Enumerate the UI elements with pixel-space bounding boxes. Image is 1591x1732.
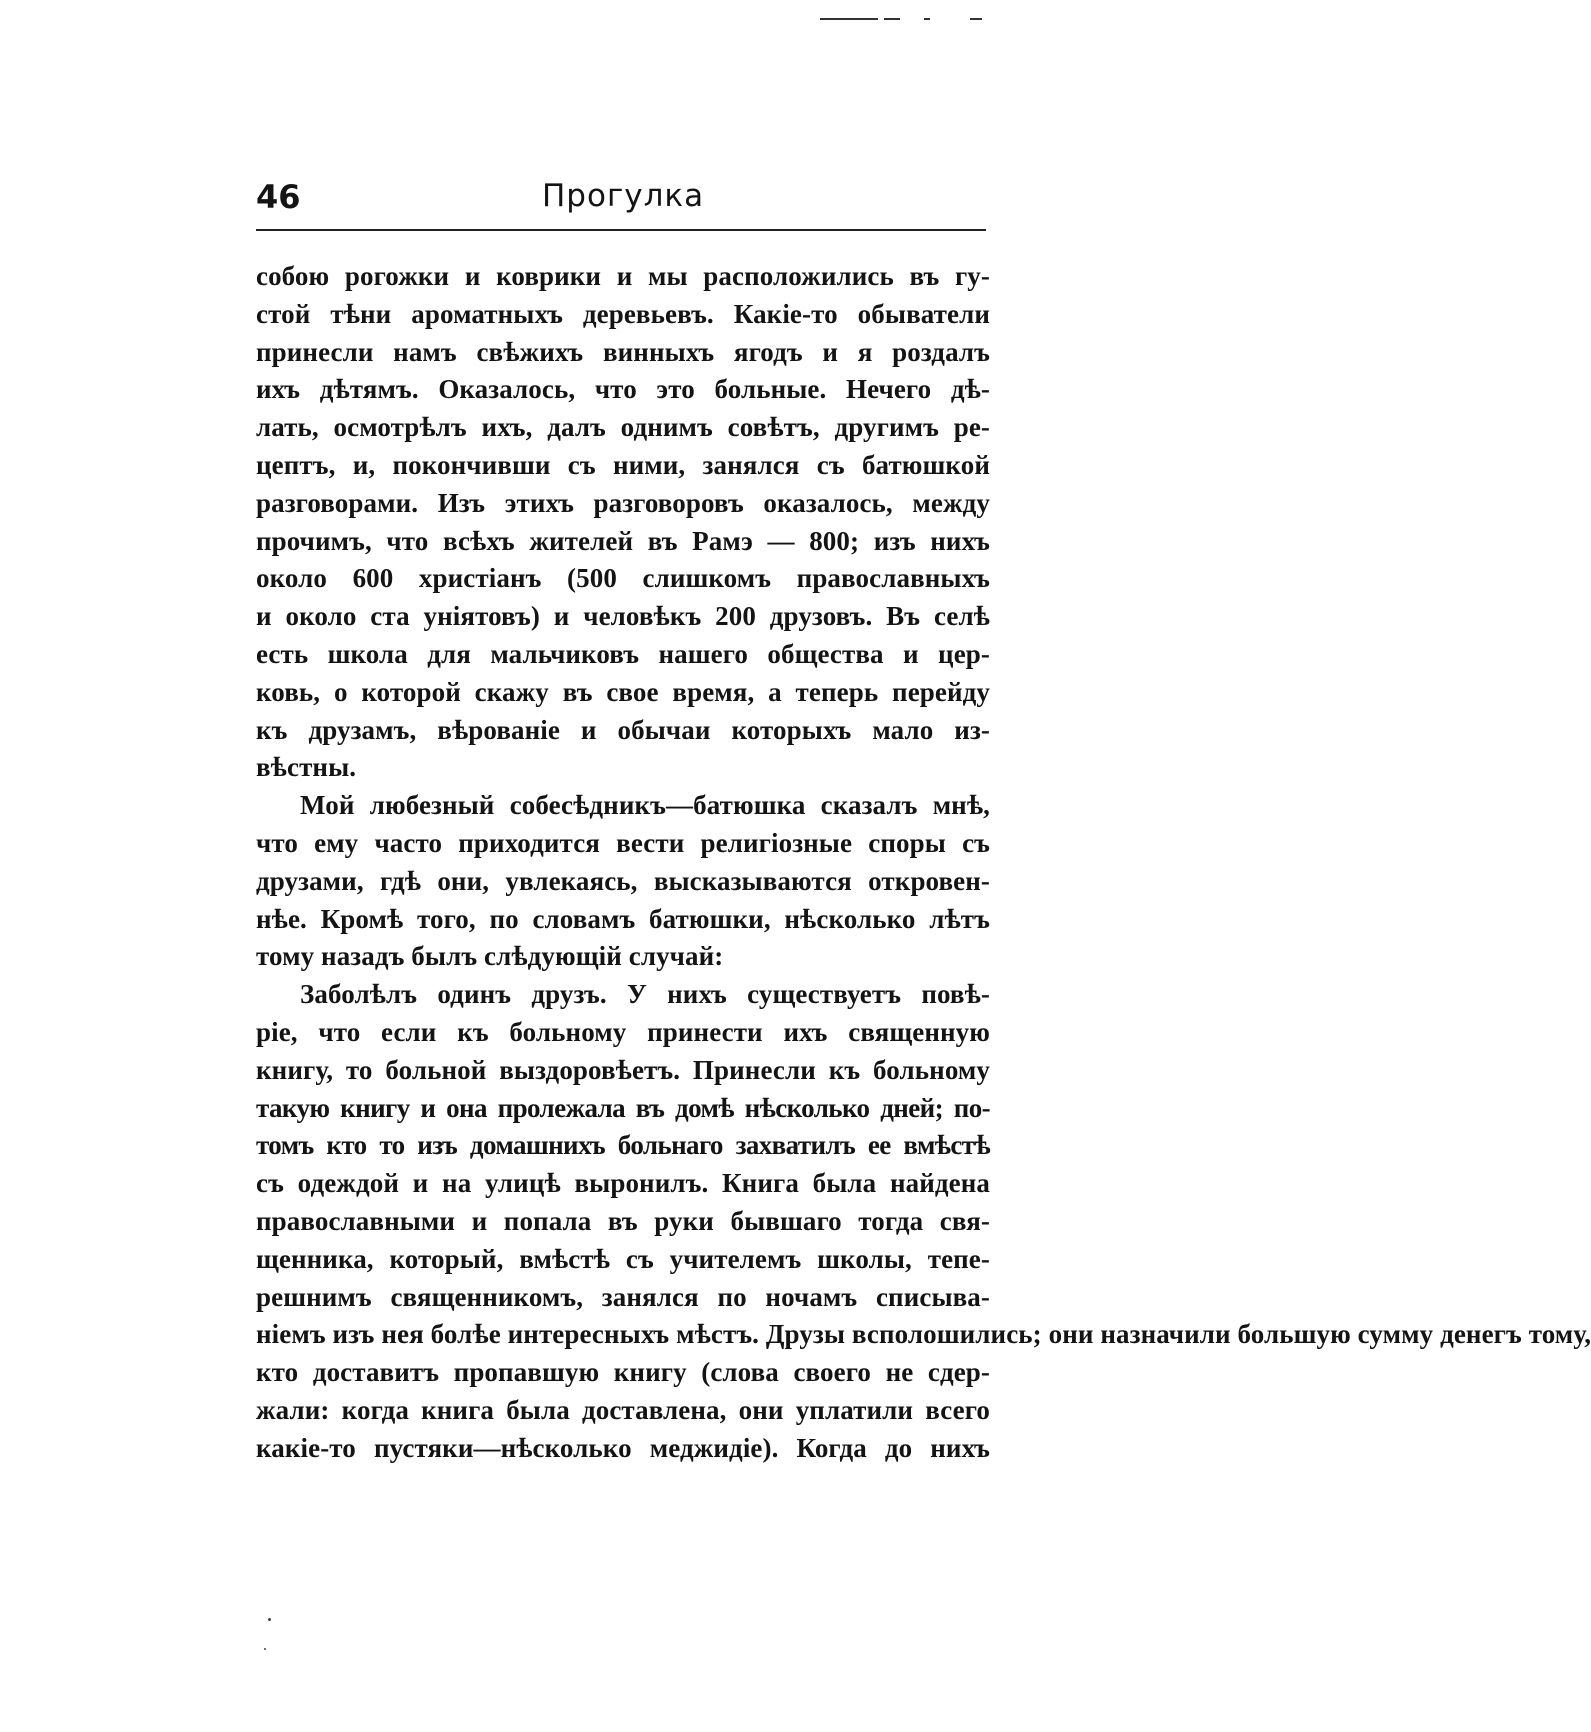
text-line: цептъ, и, покончивши съ ними, занялся съ батюшкой — [256, 449, 990, 480]
text-line: что ему часто приходится вести религіозные споры съ — [256, 827, 990, 858]
paper-speck — [264, 1648, 266, 1650]
text-line: нѣе. Кромѣ того, по словамъ батюшки, нѣсколько лѣтъ — [256, 903, 990, 934]
text-line: около 600 христіанъ (500 слишкомъ православныхъ — [256, 563, 990, 594]
text-line: такую книгу и она пролежала въ домѣ нѣсколько дней; по- — [256, 1092, 990, 1123]
page-header — [256, 178, 986, 228]
text-line: Заболѣлъ одинъ друзъ. У нихъ существуетъ повѣ- — [300, 979, 990, 1010]
text-line: принесли намъ свѣжихъ винныхъ ягодъ и я роздалъ — [256, 336, 990, 367]
text-line: прочимъ, что всѣхъ жителей въ Рамэ — 800; изъ нихъ — [256, 525, 990, 556]
text-line: друзами, гдѣ они, увлекаясь, высказываются откровен- — [256, 865, 990, 896]
text-line: решнимъ священникомъ, занялся по ночамъ списыва- — [256, 1281, 990, 1312]
text-line: ніемъ изъ нея болѣе интересныхъ мѣстъ. Друзы всполошились; они назначили большую сумму денегъ тому, — [256, 1319, 1591, 1350]
text-line: вѣстны. — [256, 752, 357, 783]
text-line: жали: когда книга была доставлена, они уплатили всего — [256, 1394, 990, 1425]
text-line: стой тѣни ароматныхъ деревьевъ. Какіе-то обыватели — [256, 298, 990, 329]
header-rule — [256, 229, 986, 231]
paper-speck — [268, 1618, 271, 1621]
text-line: ріе, что если къ больному принести ихъ священную — [256, 1016, 990, 1047]
text-line: православными и попала въ руки бывшаго тогда свя- — [256, 1205, 990, 1236]
page-number: 46 — [256, 178, 301, 216]
text-line: книгу, то больной выздоровѣетъ. Принесли къ больному — [256, 1054, 990, 1085]
text-line: щенника, который, вмѣстѣ съ учителемъ школы, тепе- — [256, 1243, 990, 1274]
text-line: ковь, о которой скажу въ свое время, а теперь перейду — [256, 676, 990, 707]
text-line: есть школа для мальчиковъ нашего общества и цер- — [256, 638, 990, 669]
text-line: Мой любезный собесѣдникъ—батюшка сказалъ мнѣ, — [300, 790, 990, 821]
text-line: томъ кто то изъ домашнихъ больнаго захватилъ ее вмѣстѣ — [256, 1130, 990, 1161]
text-line: разговорами. Изъ этихъ разговоровъ оказалось, между — [256, 487, 990, 518]
text-line: и около ста уніятовъ) и человѣкъ 200 друзовъ. Въ селѣ — [256, 601, 990, 632]
text-line: лать, осмотрѣлъ ихъ, далъ однимъ совѣтъ, другимъ ре- — [256, 412, 990, 443]
top-edge-marks — [820, 18, 1000, 22]
text-line: ихъ дѣтямъ. Оказалось, что это больные. Нечего дѣ- — [256, 374, 990, 405]
text-line: какіе-то пустяки—нѣсколько меджидіе). Когда до нихъ — [256, 1432, 990, 1463]
text-line: собою рогожки и коврики и мы расположились въ гу- — [256, 261, 990, 291]
text-line: съ одеждой и на улицѣ выронилъ. Книга была найдена — [256, 1168, 990, 1199]
text-line: кто доставитъ пропавшую книгу (слова своего не сдер- — [256, 1357, 990, 1388]
body-text — [256, 258, 1591, 1468]
text-line: къ друзамъ, вѣрованіе и обычаи которыхъ мало из- — [256, 714, 990, 745]
running-head: Прогулка — [542, 178, 705, 214]
text-line: тому назадъ былъ слѣдующій случай: — [256, 941, 724, 972]
